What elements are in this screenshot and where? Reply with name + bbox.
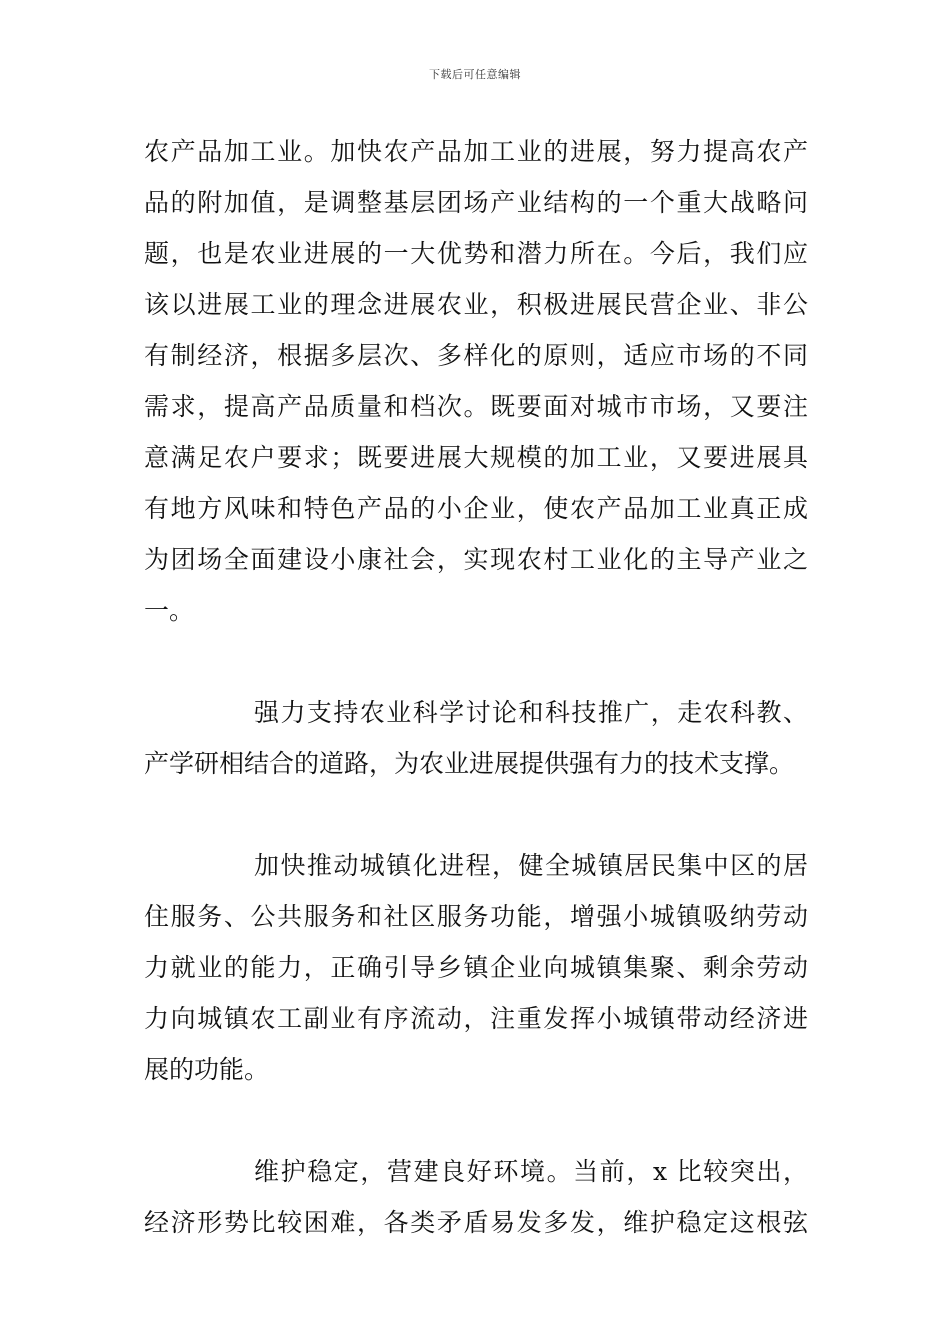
- paragraph-line: 展的功能。: [144, 1055, 270, 1084]
- paragraph-spacer: [144, 636, 808, 687]
- paragraph-line: 品的附加值，是调整基层团场产业结构的一个重大战略问: [144, 188, 808, 217]
- paragraph-processing-industry: [144, 126, 808, 636]
- paragraph-line: 农产品加工业。加快农产品加工业的进展，努力提高农产: [144, 137, 808, 166]
- paragraph-line: 强力支持农业科学讨论和科技推广，走农科教、: [254, 698, 808, 727]
- paragraph-line: 意满足农户要求；既要进展大规模的加工业，又要进展具: [144, 443, 808, 472]
- paragraph-line: 力向城镇农工副业有序流动，注重发挥小城镇带动经济进: [144, 1004, 808, 1033]
- paragraph-spacer: [144, 1095, 808, 1146]
- paragraph-line: 有地方风味和特色产品的小企业，使农产品加工业真正成: [144, 494, 808, 523]
- paragraph-line: 力就业的能力，正确引导乡镇企业向城镇集聚、剩余劳动: [144, 953, 808, 982]
- paragraph-line: 住服务、公共服务和社区服务功能，增强小城镇吸纳劳动: [144, 902, 808, 931]
- paragraph-urbanization: [144, 840, 808, 1095]
- paragraph-agri-science: [144, 687, 808, 789]
- document-body: [144, 126, 808, 1248]
- paragraph-line: 为团场全面建设小康社会，实现农村工业化的主导产业之: [144, 545, 808, 574]
- paragraph-spacer: [144, 789, 808, 840]
- paragraph-line: 经济形势比较困难，各类矛盾易发多发，维护稳定这根弦: [144, 1208, 808, 1237]
- paragraph-line: 一。: [144, 596, 195, 625]
- header-note: 下载后可任意编辑: [429, 68, 521, 81]
- paragraph-line: 有制经济，根据多层次、多样化的原则，适应市场的不同: [144, 341, 808, 370]
- paragraph-line: 需求，提高产品质量和档次。既要面对城市市场，又要注: [144, 392, 808, 421]
- paragraph-line: 维护稳定，营建良好环境。当前，x 比较突出，: [254, 1157, 808, 1186]
- paragraph-line: 加快推动城镇化进程，健全城镇居民集中区的居: [254, 851, 808, 880]
- paragraph-line: 该以进展工业的理念进展农业，积极进展民营企业、非公: [144, 290, 808, 319]
- paragraph-line: 题，也是农业进展的一大优势和潜力所在。今后，我们应: [144, 239, 808, 268]
- paragraph-line: 产学研相结合的道路，为农业进展提供强有力的技术支撑。: [144, 749, 795, 778]
- paragraph-stability: [144, 1146, 808, 1248]
